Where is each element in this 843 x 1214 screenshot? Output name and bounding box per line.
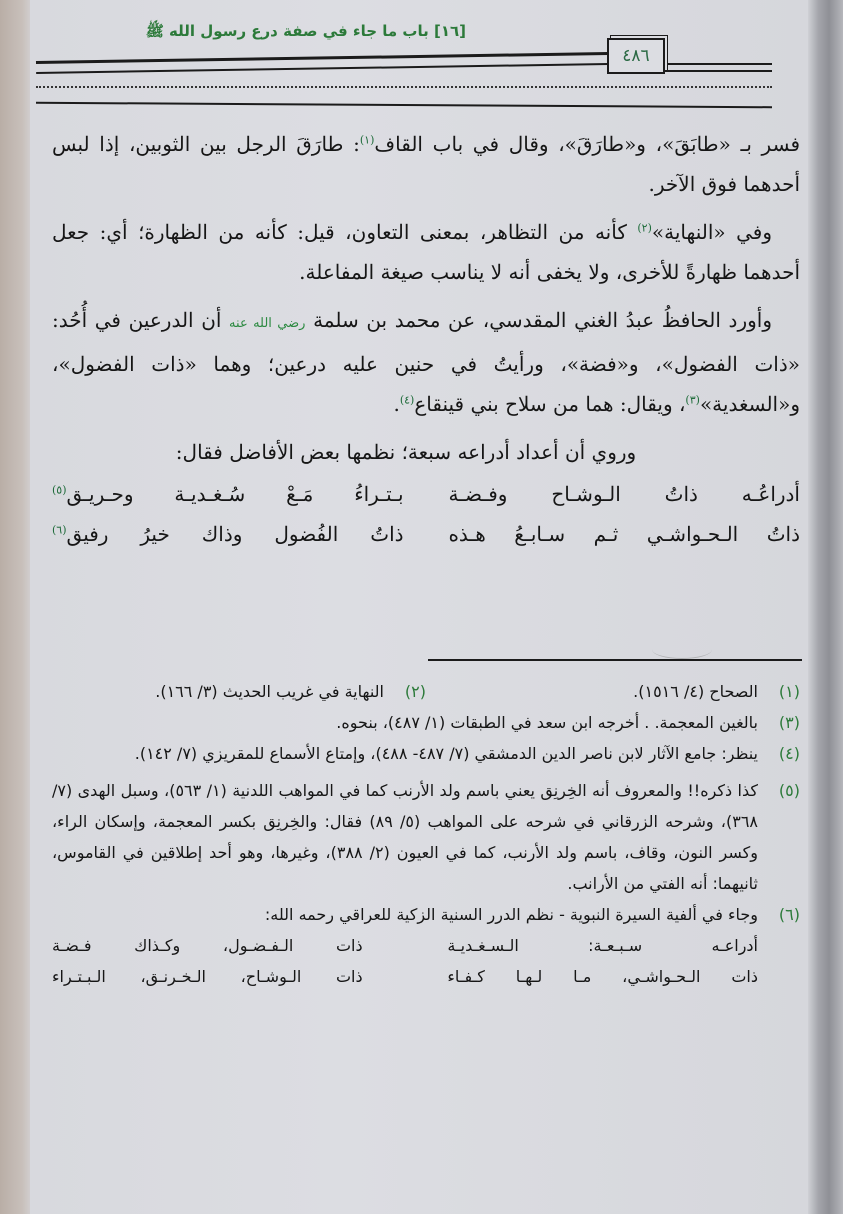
book-page-edge-right: [808, 0, 843, 1214]
poem-hemistich-first: ذاتُ الـحـواشـي ثـم سـابـعُ هـذه: [448, 522, 800, 546]
page-number-text: ٤٨٦: [622, 46, 650, 66]
hemistich-text: ذاتُ الفُضول وذاك خيرُ رفيق: [66, 522, 404, 546]
poem-line: [52, 474, 800, 514]
paragraph-text: ، ويقال: هما من سلاح بني قينقاع: [414, 392, 686, 416]
footnote-ref-6[interactable]: (٦): [52, 523, 67, 537]
footnote-separator: [428, 659, 802, 661]
paragraph-text: وفي «النهاية»: [651, 220, 773, 244]
running-title: [36, 22, 466, 44]
poem: [52, 474, 800, 554]
header-dotted-rule: [36, 86, 772, 88]
footnote-number: (٤): [778, 744, 800, 763]
footnote-ref-1[interactable]: (١): [359, 133, 375, 147]
poem-line: [52, 514, 800, 554]
pencil-mark: [652, 640, 712, 659]
footnote-number: (٣): [778, 713, 800, 732]
footnote-text: وجاء في ألفية السيرة النبوية - نظم الدرر السنية الزكية للعراقي رحمه الله:: [264, 905, 758, 924]
paragraph-text: أن الدرعين في أُحُد: «ذات الفضول»، و«فضة»، ورأيتُ في حنين عليه درعين؛ وهما «ذات الفضول»، و«السغدية»: [52, 308, 800, 416]
footnotes: [52, 676, 800, 992]
paragraph-text: فسر بـ «طابَقَ»، و«طارَقَ»، وقال في باب القاف: [374, 132, 800, 156]
honorific-icon: رضي الله عنه: [229, 316, 306, 331]
footnote-number: (٢): [404, 682, 426, 701]
paragraph-text: كأنه من التظاهر، بمعنى التعاون، قيل: كأنه من الظهارة؛ أي: جعل أحدهما ظهارةً للأخرى، ولا يخفى أنه لا يناسب صيغة المفاعلة.: [52, 220, 800, 284]
footnote-row-1-2: [52, 676, 800, 707]
poem-intro: وروي أن أعداد أدراعه سبعة؛ نظمها بعض الأفاضل فقال:: [175, 440, 637, 464]
paragraph-3: [52, 300, 800, 424]
main-text: [52, 124, 800, 554]
footnote-text: النهاية في غريب الحديث (٣/ ١٦٦).: [155, 682, 384, 701]
hemistich-text: بـتـراءُ مَـعْ سُـغـديـة وحـريـق: [66, 482, 404, 506]
footnote-5: [52, 775, 800, 899]
page-number: [607, 38, 665, 74]
paragraph-text: .: [393, 392, 400, 416]
book-gutter-left: [0, 0, 32, 1214]
footnote-ref-3[interactable]: (٣): [685, 393, 700, 407]
footnote-poem-line: [52, 961, 800, 992]
footnote-ref-5[interactable]: (٥): [52, 483, 67, 497]
paragraph-1: [52, 124, 800, 204]
footnote-poem-hemistich-first: أدراعـه سـبـعـة: الـسـغـديـة: [447, 936, 758, 955]
footnote-4: [52, 738, 800, 769]
footnote-poem-hemistich-second: ذات الـوشـاح، الـخـرنـق، الـبـتـراء: [52, 967, 363, 986]
footnote-3: [52, 707, 800, 738]
paragraph-text: وأورد الحافظُ عبدُ الغني المقدسي، عن محمد بن سلمة: [313, 308, 772, 332]
poem-hemistich-second: [52, 474, 404, 514]
footnote-number: (٥): [778, 781, 800, 800]
paragraph-2: [52, 212, 800, 292]
footnote-text: ينظر: جامع الآثار لابن ناصر الدين الدمشقي (٧/ ٤٨٧- ٤٨٨)، وإمتاع الأسماع للمقريزي (٧/ ١٤٢).: [134, 744, 758, 763]
footnote-poem-line: [52, 930, 800, 961]
footnote-1: [426, 676, 800, 707]
poem-hemistich-first: أدراعُـه ذاتُ الـوشـاح وفـضـة: [448, 482, 800, 506]
footnote-number: (١): [778, 682, 800, 701]
footnote-number: (٦): [778, 905, 800, 924]
footnote-poem-hemistich-second: ذات الـفـضـول، وكـذاك فـضـة: [52, 936, 363, 955]
footnote-text: كذا ذكره!! والمعروف أنه الخِرنِق يعني باسم ولد الأرنب كما في المواهب اللدنية (١/ ٥٦٣)، وسبل الهدى (٧/ ٣٦٨)، وشرحه الزرقاني في شرحه على المواهب (٥/ ٨٩) فقال: والخِرنِق بكسر المعجمة، وإسكان الراء، وكسر النون، وقاف، باسم ولد الأرنب، كما في العيون (٢/ ٣٨٨)، وغيرها، وهو أحد إطلاقين في القاموس، ثانيهما: أنه الفتي من الأرانب.: [52, 781, 759, 893]
footnote-text: بالغين المعجمة. . أخرجه ابن سعد في الطبقات (١/ ٤٨٧)، بنحوه.: [336, 713, 758, 732]
footnote-ref-2[interactable]: (٢): [637, 221, 652, 235]
poem-hemistich-second: [52, 514, 404, 554]
header-double-rule-right: [660, 63, 772, 72]
footnote-2: [52, 676, 426, 707]
footnote-poem-hemistich-first: ذات الـحـواشـي، مـا لـهـا كـفـاء: [447, 967, 758, 986]
running-title-text: [١٦] باب ما جاء في صفة درع رسول الله ﷺ: [145, 22, 466, 40]
footnote-text: الصحاح (٤/ ١٥١٦).: [633, 682, 758, 701]
paragraph-text: : طارَقَ الرجل بين الثوبين، إذا لبس أحدهما فوق الآخر.: [52, 132, 800, 196]
footnote-6: [52, 899, 800, 930]
footnote-ref-4[interactable]: (٤): [399, 393, 415, 407]
